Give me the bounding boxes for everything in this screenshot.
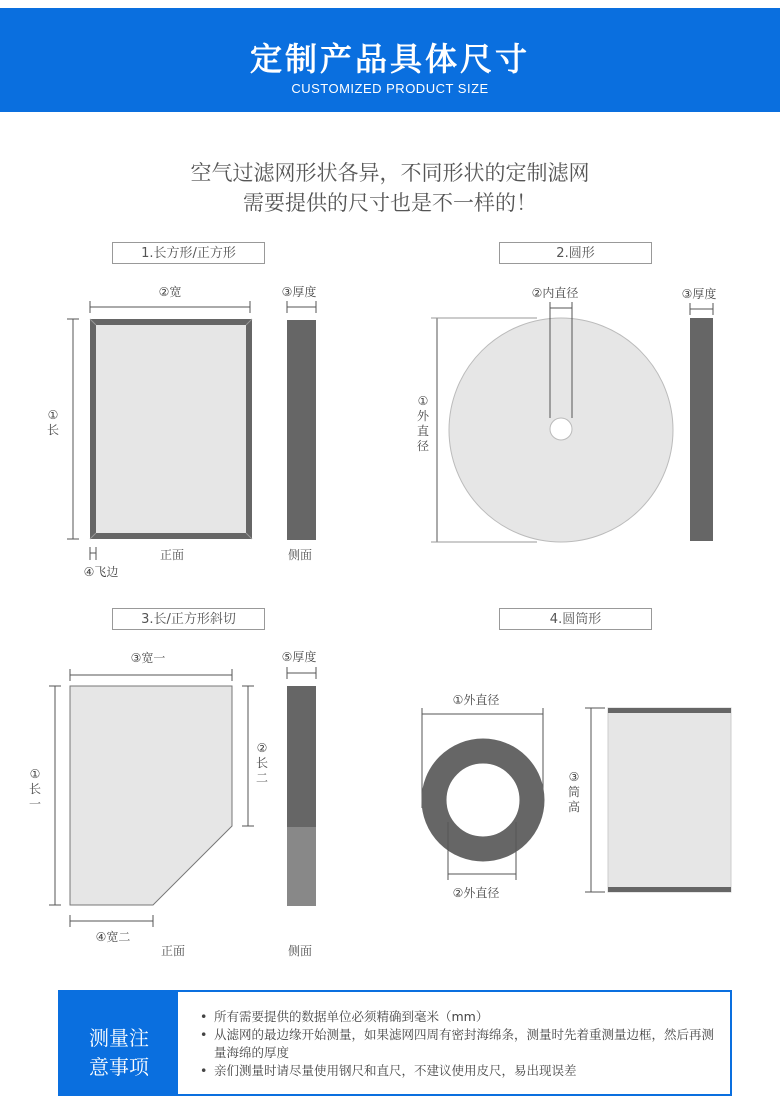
bevel-shape: [70, 686, 232, 905]
notes-box: [58, 990, 732, 1096]
length-num: ①: [47, 408, 59, 422]
page-subtitle: CUSTOMIZED PRODUCT SIZE: [291, 81, 489, 96]
circle-hole: [550, 418, 572, 440]
note-item: • 亲们测量时请尽量使用钢尺和直尺，不建议使用皮尺，易出现误差: [200, 1062, 720, 1080]
cyl-outer-label: ①外直径: [452, 693, 500, 707]
length2-char-1: 长: [255, 756, 269, 770]
note-item: • 从滤网的最边缘开始测量，如果滤网四周有密封海绵条，测量时先着重测量边框，然后再测量海绵的厚度: [200, 1026, 720, 1062]
outer-char-2: 直: [416, 424, 430, 438]
flange-label: ④飞边: [83, 565, 119, 579]
cylinder-side: [608, 708, 731, 892]
circle-side-view: [690, 318, 713, 541]
circle-thickness-label: ③厚度: [681, 287, 717, 301]
height-char-1: 筒: [567, 785, 581, 799]
bevel-front-label: 正面: [160, 944, 186, 958]
side-label: 侧面: [287, 548, 313, 562]
page-title: 定制产品具体尺寸: [249, 40, 530, 78]
height-char-2: 高: [567, 800, 581, 814]
outer-char-3: 径: [416, 439, 430, 453]
length2-num: ②: [256, 741, 268, 755]
bevel-side-top: [287, 686, 316, 827]
note-item: • 所有需要提供的数据单位必须精确到毫米（mm）: [200, 1008, 720, 1026]
diagram-bevel: [29, 649, 316, 958]
section-label-rectangle: 1.长方形/正方形: [112, 242, 265, 264]
length2-char-2: 二: [255, 771, 269, 785]
section-label-bevel: 3.长/正方形斜切: [112, 608, 265, 630]
height-num: ③: [568, 770, 580, 784]
length1-char-1: 长: [28, 782, 42, 796]
length1-num: ①: [29, 767, 41, 781]
frame-inner: [96, 325, 246, 533]
section-label-cylinder: 4.圆筒形: [499, 608, 652, 630]
diagram-cylinder: [422, 692, 731, 900]
front-label: 正面: [159, 548, 185, 562]
outer-num: ①: [417, 394, 429, 408]
notes-list: [200, 1008, 720, 1080]
bevel-side-bottom: [287, 827, 316, 906]
cyl-inner-label: ②外直径: [452, 886, 500, 900]
diagram-rectangle: [47, 284, 316, 579]
section-label-circle: 2.圆形: [499, 242, 652, 264]
intro-line-1: 空气过滤网形状各异，不同形状的定制滤网: [190, 161, 590, 185]
notes-title: 测量注 意事项: [60, 992, 178, 1094]
width-dim-label: ②宽: [158, 285, 182, 299]
width1-label: ③宽一: [130, 651, 166, 665]
thickness-label: ③厚度: [281, 285, 317, 299]
inner-diameter-label: ②内直径: [531, 286, 579, 300]
bevel-side-label: 侧面: [287, 944, 313, 958]
length-label: 长: [46, 423, 60, 437]
bevel-thickness-label: ⑤厚度: [281, 650, 317, 664]
length1-char-2: 一: [28, 797, 42, 811]
cylinder-ring: [434, 751, 532, 849]
intro-line-2: 需要提供的尺寸也是不一样的！: [243, 191, 537, 215]
width2-label: ④宽二: [95, 930, 131, 944]
side-view: [287, 320, 316, 540]
diagram-circle: [417, 285, 716, 542]
outer-char-1: 外: [416, 409, 430, 423]
